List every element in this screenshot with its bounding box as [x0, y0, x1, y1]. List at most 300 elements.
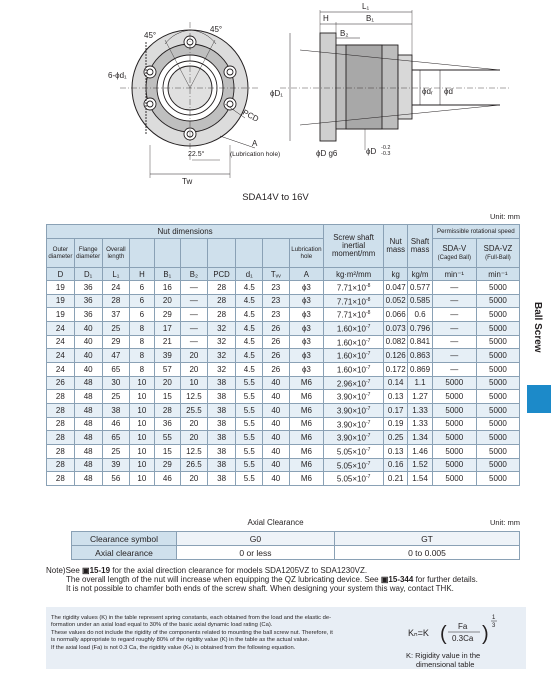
- table-cell: 0.066: [384, 308, 408, 322]
- table-cell: 48: [74, 403, 102, 417]
- table-cell: 39: [154, 349, 181, 363]
- table-cell: 25: [102, 321, 130, 335]
- table-cell: 5000: [432, 444, 476, 458]
- table-cell: 28: [47, 472, 75, 486]
- table-cell: 8: [130, 335, 154, 349]
- table-cell: 0.585: [408, 294, 432, 308]
- table-row: [47, 444, 520, 458]
- table-cell: 4.5: [236, 294, 263, 308]
- table-cell: 26.5: [181, 458, 208, 472]
- table-cell: 40: [74, 362, 102, 376]
- table-cell: 10: [130, 403, 154, 417]
- svg-text:Kₙ=K: Kₙ=K: [408, 628, 429, 638]
- table-cell: 0.863: [408, 349, 432, 363]
- table-cell: 28: [47, 390, 75, 404]
- hdr-nut-mass: Nut mass: [384, 225, 408, 268]
- h-label: H: [323, 14, 329, 23]
- table-cell: 5000: [476, 417, 519, 431]
- svg-text:3: 3: [492, 623, 496, 629]
- table-cell: 48: [74, 458, 102, 472]
- hdr-perm-speed: Permissible rotational speed: [432, 225, 519, 239]
- ref-link-2[interactable]: ▣15-344: [380, 575, 414, 584]
- table-cell: 6: [130, 294, 154, 308]
- table-cell: 23: [263, 281, 290, 295]
- table-row: [47, 335, 520, 349]
- table-cell: 46: [154, 472, 181, 486]
- table-cell: 5.5: [236, 444, 263, 458]
- table-cell: 6: [130, 281, 154, 295]
- table-cell: —: [181, 335, 208, 349]
- table-row: [47, 417, 520, 431]
- gt-cell: GT: [334, 532, 519, 546]
- table-cell: 20: [181, 362, 208, 376]
- table-cell: —: [432, 308, 476, 322]
- table-cell: 65: [102, 431, 130, 445]
- table-row: [47, 472, 520, 486]
- table-cell: $1.60\times 10^{-7}$: [324, 321, 384, 335]
- table-cell: 10: [130, 472, 154, 486]
- table-cell: 8: [130, 321, 154, 335]
- table-cell: 24: [47, 349, 75, 363]
- table-cell: 28: [207, 294, 236, 308]
- svg-text:(: (: [440, 623, 447, 645]
- note-block: Note)See ▣15-19 for the axial direction clearance for models SDA1205VZ to SDA1230VZ. The overall length of the nut will increase when equipping the QZ lubricating device. See ▣15-344 for further details. It is not possible to chamfer both ends of the screw shaft. When designing your system this way, contact THK.: [46, 566, 524, 593]
- table-row: [47, 403, 520, 417]
- table-cell: 1.27: [408, 390, 432, 404]
- table-cell: 32: [207, 362, 236, 376]
- table-cell: 19: [47, 294, 75, 308]
- table-cell: —: [432, 321, 476, 335]
- table-cell: 47: [102, 349, 130, 363]
- table-cell: $3.90\times 10^{-7}$: [324, 431, 384, 445]
- sym-kgm: kg/m: [408, 268, 432, 281]
- table-cell: 0.14: [384, 376, 408, 390]
- table-cell: 40: [263, 458, 290, 472]
- table-row: [47, 431, 520, 445]
- table-cell: —: [181, 321, 208, 335]
- table-cell: —: [432, 349, 476, 363]
- sym-a: A: [289, 268, 324, 281]
- table-cell: 0.6: [408, 308, 432, 322]
- table-cell: 5000: [476, 308, 519, 322]
- table-cell: 29: [102, 335, 130, 349]
- table-cell: 5000: [432, 390, 476, 404]
- table-cell: $3.90\times 10^{-7}$: [324, 417, 384, 431]
- table-row: [47, 281, 520, 295]
- table-cell: 12.5: [181, 444, 208, 458]
- angle-label-c: 22.5°: [188, 151, 205, 158]
- table-cell: 1.34: [408, 431, 432, 445]
- table-cell: —: [432, 335, 476, 349]
- table-cell: 0.841: [408, 335, 432, 349]
- table-cell: 26: [263, 335, 290, 349]
- table-cell: 0.13: [384, 390, 408, 404]
- table-cell: M6: [289, 390, 324, 404]
- table-cell: 40: [263, 431, 290, 445]
- hdr-shaft-mass: Shaft mass: [408, 225, 432, 268]
- ball-screw-drawing: [20, 0, 540, 205]
- sym-pcd: PCD: [207, 268, 236, 281]
- table-cell: 5000: [476, 458, 519, 472]
- table-cell: 38: [207, 431, 236, 445]
- sym-l1: L₁: [102, 268, 130, 281]
- table-cell: 5000: [476, 281, 519, 295]
- hdr-lubrication-hole: Lubrication hole: [289, 239, 324, 268]
- dg6-label: ϕD g6: [316, 149, 338, 158]
- table-cell: 40: [263, 376, 290, 390]
- table-cell: $7.71\times 10^{-8}$: [324, 308, 384, 322]
- table-cell: 5000: [432, 431, 476, 445]
- table-cell: 48: [74, 431, 102, 445]
- table-cell: $1.60\times 10^{-7}$: [324, 362, 384, 376]
- table-cell: 28: [47, 444, 75, 458]
- table-cell: 38: [207, 472, 236, 486]
- table-cell: 5000: [432, 472, 476, 486]
- table-cell: 10: [130, 458, 154, 472]
- group-nut: Nut dimensions: [47, 225, 324, 239]
- table-cell: 65: [102, 362, 130, 376]
- table-cell: 21: [154, 335, 181, 349]
- table-cell: $7.71\times 10^{-8}$: [324, 294, 384, 308]
- hdr-overall-length: Overall length: [102, 239, 130, 268]
- sym-min-v: min⁻¹: [432, 268, 476, 281]
- unit-label: Unit: mm: [490, 212, 520, 221]
- hdr-flange-diameter: Flange diameter: [74, 239, 102, 268]
- table-cell: 10: [130, 376, 154, 390]
- table-cell: —: [432, 281, 476, 295]
- table-cell: 5.5: [236, 431, 263, 445]
- axial-clearance-title: Axial Clearance: [247, 518, 304, 527]
- table-cell: 5000: [476, 349, 519, 363]
- table-cell: 5.5: [236, 417, 263, 431]
- table-cell: 28: [154, 403, 181, 417]
- table-cell: 0.126: [384, 349, 408, 363]
- d-tol-label: ϕD: [366, 147, 377, 156]
- table-cell: $1.60\times 10^{-7}$: [324, 335, 384, 349]
- table-cell: 5.5: [236, 390, 263, 404]
- table-cell: 4.5: [236, 308, 263, 322]
- table-cell: $3.90\times 10^{-7}$: [324, 390, 384, 404]
- table-cell: 29: [154, 308, 181, 322]
- side-flange: [320, 33, 336, 141]
- table-row: [47, 308, 520, 322]
- table-cell: M6: [289, 472, 324, 486]
- table-cell: 5000: [432, 458, 476, 472]
- svg-text:0.3Ca: 0.3Ca: [452, 634, 474, 643]
- b1-label: B₁: [366, 14, 375, 23]
- table-cell: M6: [289, 403, 324, 417]
- table-cell: 4.5: [236, 349, 263, 363]
- lube-a-label: A: [252, 139, 258, 148]
- table-cell: 4.5: [236, 335, 263, 349]
- d-label: ϕd: [444, 87, 453, 96]
- table-cell: 0.25: [384, 431, 408, 445]
- table-cell: 40: [74, 335, 102, 349]
- table-row: [47, 321, 520, 335]
- hdr-sda-vz: SDA-VZ (Full-Ball): [476, 239, 519, 268]
- tol-lower: -0.3: [381, 151, 391, 157]
- table-cell: $7.71\times 10^{-8}$: [324, 281, 384, 295]
- dr-label: ϕdᵣ: [422, 87, 433, 96]
- table-cell: M6: [289, 417, 324, 431]
- table-cell: ϕ3: [289, 321, 324, 335]
- table-cell: ϕ3: [289, 281, 324, 295]
- table-cell: 15: [154, 444, 181, 458]
- g0-value: 0 or less: [177, 546, 335, 560]
- hdr-inertial: Screw shaft inertial moment/mm: [324, 225, 384, 268]
- table-cell: 1.46: [408, 444, 432, 458]
- table-cell: 24: [47, 335, 75, 349]
- table-cell: 28: [47, 417, 75, 431]
- table-cell: 20: [181, 349, 208, 363]
- table-cell: 10: [130, 431, 154, 445]
- table-cell: 36: [74, 281, 102, 295]
- table-cell: 25.5: [181, 403, 208, 417]
- table-cell: 5.5: [236, 472, 263, 486]
- axial-clearance-table: [71, 531, 520, 560]
- table-cell: 1.1: [408, 376, 432, 390]
- table-cell: 5000: [432, 417, 476, 431]
- table-cell: 10: [130, 444, 154, 458]
- table-cell: 4.5: [236, 281, 263, 295]
- sym-b2: B₂: [181, 268, 208, 281]
- table-row: [47, 294, 520, 308]
- table-cell: $3.90\times 10^{-7}$: [324, 403, 384, 417]
- ref-link-1[interactable]: ▣15-19: [82, 566, 111, 575]
- table-cell: 0.172: [384, 362, 408, 376]
- tol-upper: -0.2: [381, 145, 391, 151]
- table-cell: 38: [207, 376, 236, 390]
- table-cell: —: [432, 294, 476, 308]
- angle-label-a: 45°: [144, 31, 157, 40]
- table-cell: —: [181, 308, 208, 322]
- table-cell: 48: [74, 390, 102, 404]
- table-cell: 5000: [476, 294, 519, 308]
- table-row: [47, 376, 520, 390]
- table-cell: M6: [289, 444, 324, 458]
- table-cell: 20: [181, 431, 208, 445]
- table-cell: 40: [74, 349, 102, 363]
- table-cell: 5000: [476, 362, 519, 376]
- table-cell: 39: [102, 458, 130, 472]
- sym-min-vz: min⁻¹: [476, 268, 519, 281]
- table-cell: ϕ3: [289, 335, 324, 349]
- table-cell: 0.796: [408, 321, 432, 335]
- table-cell: 29: [154, 458, 181, 472]
- table-cell: —: [432, 362, 476, 376]
- table-cell: 1.54: [408, 472, 432, 486]
- table-cell: 28: [207, 308, 236, 322]
- table-cell: M6: [289, 431, 324, 445]
- table-cell: 23: [263, 308, 290, 322]
- table-cell: 25: [102, 444, 130, 458]
- table-cell: 36: [154, 417, 181, 431]
- table-cell: M6: [289, 376, 324, 390]
- table-cell: 38: [207, 444, 236, 458]
- svg-text:1: 1: [492, 615, 496, 621]
- table-cell: 10: [130, 417, 154, 431]
- table-cell: 5000: [476, 321, 519, 335]
- table-cell: 0.047: [384, 281, 408, 295]
- table-cell: 40: [263, 444, 290, 458]
- table-cell: 5000: [432, 403, 476, 417]
- angle-label-b: 45°: [210, 25, 223, 34]
- table-cell: 5000: [476, 403, 519, 417]
- table-cell: 40: [263, 390, 290, 404]
- l1-label: L₁: [362, 2, 370, 11]
- table-cell: ϕ3: [289, 308, 324, 322]
- table-cell: 0.16: [384, 458, 408, 472]
- table-cell: 48: [74, 417, 102, 431]
- table-cell: 20: [154, 294, 181, 308]
- table-cell: 26: [47, 376, 75, 390]
- table-cell: 40: [263, 417, 290, 431]
- sym-d1-small: d₁: [236, 268, 263, 281]
- side-tab: [527, 385, 551, 413]
- sym-d1: D₁: [74, 268, 102, 281]
- table-cell: 36: [74, 308, 102, 322]
- table-row: [47, 362, 520, 376]
- table-cell: 20: [181, 472, 208, 486]
- gt-value: 0 to 0.005: [334, 546, 519, 560]
- drawing-caption: SDA14V to 16V: [242, 192, 309, 203]
- table-cell: 0.21: [384, 472, 408, 486]
- table-row: [47, 458, 520, 472]
- lube-hole-label: (Lubrication hole): [230, 151, 281, 158]
- table-cell: M6: [289, 458, 324, 472]
- table-cell: 5000: [476, 390, 519, 404]
- dimension-table: [46, 224, 520, 486]
- table-cell: 28: [207, 281, 236, 295]
- svg-text:Fa: Fa: [458, 622, 468, 631]
- table-cell: 20: [181, 417, 208, 431]
- table-cell: 19: [47, 281, 75, 295]
- table-cell: —: [181, 281, 208, 295]
- table-cell: 6: [130, 308, 154, 322]
- sym-kg: kg: [384, 268, 408, 281]
- table-cell: 12.5: [181, 390, 208, 404]
- table-cell: 57: [154, 362, 181, 376]
- hdr-outer-diameter: Outer diameter: [47, 239, 75, 268]
- table-cell: 5000: [476, 444, 519, 458]
- table-cell: 0.052: [384, 294, 408, 308]
- sym-b1: B₁: [154, 268, 181, 281]
- table-cell: 5.5: [236, 458, 263, 472]
- table-cell: 5000: [476, 335, 519, 349]
- table-cell: 5000: [476, 376, 519, 390]
- table-cell: 38: [207, 390, 236, 404]
- table-cell: 5000: [476, 472, 519, 486]
- hdr-sda-v: SDA-V (Caged Ball): [432, 239, 476, 268]
- axial-unit-label: Unit: mm: [490, 518, 520, 527]
- table-cell: 26: [263, 349, 290, 363]
- table-cell: 23: [263, 294, 290, 308]
- table-cell: 55: [154, 431, 181, 445]
- axial-clearance-header: Axial clearance: [72, 546, 177, 560]
- table-cell: 48: [74, 472, 102, 486]
- table-cell: 26: [263, 362, 290, 376]
- clearance-symbol-header: Clearance symbol: [72, 532, 177, 546]
- table-cell: 1.33: [408, 403, 432, 417]
- table-cell: 15: [154, 390, 181, 404]
- k-definition: K: Rigidity value in the dimensional table: [406, 651, 481, 669]
- sym-h: H: [130, 268, 154, 281]
- table-cell: 28: [47, 458, 75, 472]
- pcd-label: PCD: [241, 107, 261, 124]
- table-cell: 32: [207, 335, 236, 349]
- table-cell: 17: [154, 321, 181, 335]
- table-cell: 5000: [476, 431, 519, 445]
- table-cell: ϕ3: [289, 362, 324, 376]
- table-cell: 46: [102, 417, 130, 431]
- table-cell: 1.52: [408, 458, 432, 472]
- table-cell: 56: [102, 472, 130, 486]
- rigidity-formula: [406, 611, 524, 651]
- svg-text:): ): [482, 623, 489, 645]
- table-cell: 28: [47, 431, 75, 445]
- table-cell: 36: [74, 294, 102, 308]
- table-cell: 8: [130, 362, 154, 376]
- table-cell: 48: [74, 376, 102, 390]
- svg-text:Ball Screw: Ball Screw: [532, 302, 543, 353]
- table-cell: 5.5: [236, 403, 263, 417]
- table-cell: ϕ3: [289, 349, 324, 363]
- table-cell: 0.869: [408, 362, 432, 376]
- table-cell: 0.577: [408, 281, 432, 295]
- sym-inertial-unit: kg·m²/mm: [324, 268, 384, 281]
- table-cell: 38: [207, 417, 236, 431]
- table-cell: 8: [130, 349, 154, 363]
- table-cell: $1.60\times 10^{-7}$: [324, 349, 384, 363]
- table-cell: 40: [74, 321, 102, 335]
- table-cell: 0.17: [384, 403, 408, 417]
- table-cell: 1.33: [408, 417, 432, 431]
- sym-d: D: [47, 268, 75, 281]
- table-cell: 0.073: [384, 321, 408, 335]
- table-cell: 20: [154, 376, 181, 390]
- table-cell: 38: [207, 458, 236, 472]
- table-cell: 0.13: [384, 444, 408, 458]
- table-cell: 48: [74, 444, 102, 458]
- table-cell: 25: [102, 390, 130, 404]
- table-cell: 38: [207, 403, 236, 417]
- g0-cell: G0: [177, 532, 335, 546]
- sym-tw: Tᵥᵥ: [263, 268, 290, 281]
- table-cell: $2.96\times 10^{-7}$: [324, 376, 384, 390]
- table-cell: 4.5: [236, 321, 263, 335]
- table-cell: 0.082: [384, 335, 408, 349]
- table-cell: 24: [47, 321, 75, 335]
- table-cell: 16: [154, 281, 181, 295]
- table-cell: 28: [102, 294, 130, 308]
- table-cell: 32: [207, 321, 236, 335]
- table-cell: 19: [47, 308, 75, 322]
- rigidity-note: The rigidity values (K) in the table represent spring constants, each obtained from the load and the elastic de- formation under an axial load equal to 30% of the basic axial dynamic load rating (Ca). These values do not include the rigidity of the components related to mounting the ball screw nut. Therefore, it is normally appropriate to regard roughly 80% of the rigidity value (K) in the table as the actual value. If the axial load (Fa) is not 0.3 Ca, the rigidity value (Kₙ) is obtained from the following equation. Kₙ=K ( Fa 0.3Ca ) 1 3 K: Rigidity value in the dimensional table: [46, 607, 526, 669]
- d1-label: ϕD₁: [270, 89, 283, 98]
- table-cell: 24: [47, 362, 75, 376]
- table-row: [47, 390, 520, 404]
- bolt-hole: [224, 66, 236, 78]
- table-cell: 32: [207, 349, 236, 363]
- table-cell: 4.5: [236, 362, 263, 376]
- table-cell: $5.05\times 10^{-7}$: [324, 472, 384, 486]
- table-cell: 10: [130, 390, 154, 404]
- table-cell: 38: [102, 403, 130, 417]
- table-cell: 30: [102, 376, 130, 390]
- tw-label: Tw: [182, 177, 193, 186]
- side-tab-label: [529, 300, 549, 380]
- table-cell: 0.19: [384, 417, 408, 431]
